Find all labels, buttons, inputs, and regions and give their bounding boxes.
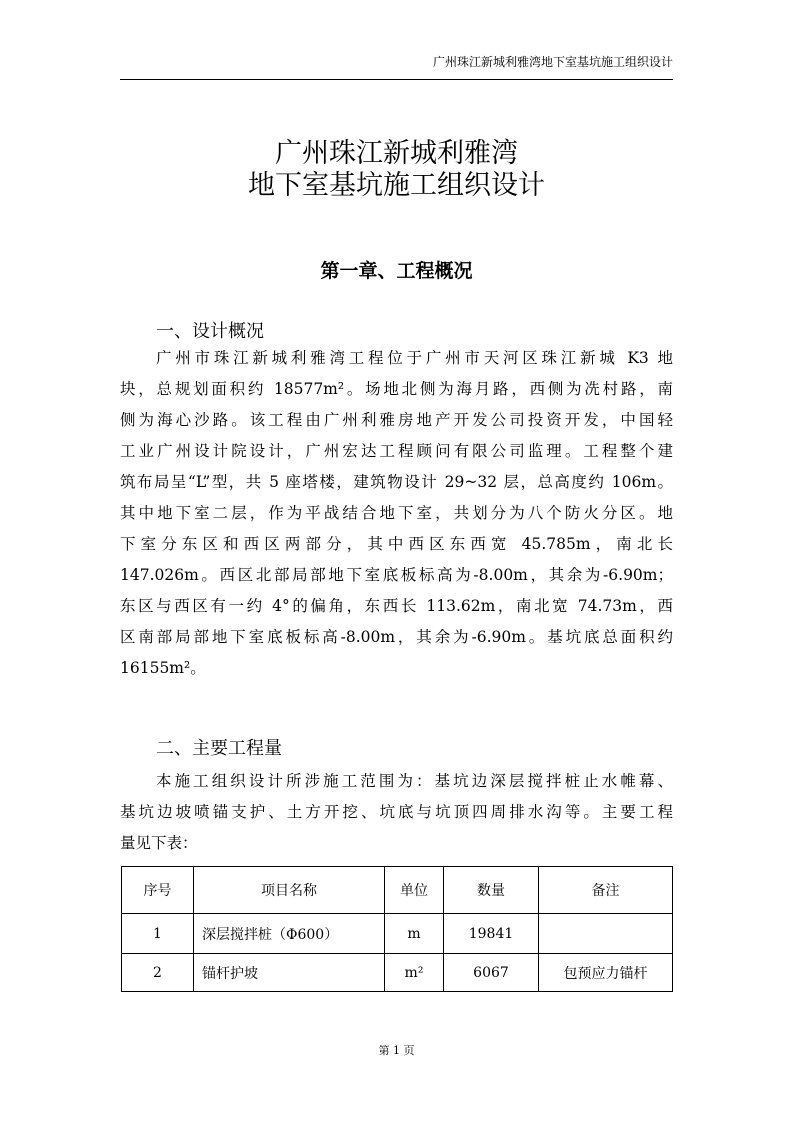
paragraph-line: 16155m²。 xyxy=(120,659,206,677)
chapter-heading: 第一章、工程概况 xyxy=(320,260,473,282)
paragraph-line: 量见下表： xyxy=(120,834,198,852)
cell-unit: m² xyxy=(385,954,444,992)
paragraph-line: 筑布局呈“L”型，共 5 座塔楼，建筑物设计 29~32 层，总高度约 106m。 xyxy=(120,473,673,491)
document-title-line-2: 地下室基坑施工组织设计 xyxy=(248,170,545,201)
running-header: 广州珠江新城利雅湾地下室基坑施工组织设计 xyxy=(432,55,673,69)
section-heading-1: 一、设计概况 xyxy=(156,321,264,342)
header-cell: 数量 xyxy=(444,867,539,914)
cell-index: 1 xyxy=(122,914,194,954)
paragraph-line: 东区与西区有一约 4°的偏角，东西长 113.62m，南北宽 74.73m，西 xyxy=(120,597,673,615)
table-row xyxy=(122,954,673,992)
section-2-paragraph xyxy=(120,766,673,859)
table-row xyxy=(122,914,673,954)
paragraph-line: 下室分东区和西区两部分，其中西区东西宽 45.785m，南北长 xyxy=(120,535,673,553)
paragraph-line: 区南部局部地下室底板标高-8.00m，其余为-6.90m。基坑底总面积约 xyxy=(120,628,673,646)
page-number: 第 1 页 xyxy=(378,1044,415,1057)
paragraph-line: 其中地下室二层，作为平战结合地下室，共划分为八个防火分区。地 xyxy=(120,504,673,522)
header-cell: 项目名称 xyxy=(194,867,385,914)
document-title-line-1: 广州珠江新城利雅湾 xyxy=(275,138,518,169)
paragraph-line: 基坑边坡喷锚支护、土方开挖、坑底与坑顶四周排水沟等。主要工程 xyxy=(120,803,673,821)
quantities-table xyxy=(121,866,673,992)
table-header-row xyxy=(122,867,673,914)
cell-item-name: 深层搅拌桩（Φ600） xyxy=(194,914,385,954)
header-divider xyxy=(120,79,673,80)
section-heading-2: 二、主要工程量 xyxy=(156,738,282,759)
paragraph-line: 工业广州设计院设计，广州宏达工程顾问有限公司监理。工程整个建 xyxy=(120,442,673,460)
cell-index: 2 xyxy=(122,954,194,992)
cell-remark xyxy=(539,914,673,954)
cell-quantity: 6067 xyxy=(444,954,539,992)
paragraph-line: 147.026m。西区北部局部地下室底板标高为-8.00m，其余为-6.90m； xyxy=(120,566,673,584)
cell-remark: 包预应力锚杆 xyxy=(539,954,673,992)
paragraph-line: 侧为海心沙路。该工程由广州利雅房地产开发公司投资开发，中国轻 xyxy=(120,411,673,429)
header-cell: 序号 xyxy=(122,867,194,914)
cell-quantity: 19841 xyxy=(444,914,539,954)
paragraph-line: 广州市珠江新城利雅湾工程位于广州市天河区珠江新城 K3 地 xyxy=(156,349,673,367)
header-cell: 备注 xyxy=(539,867,673,914)
cell-item-name: 锚杆护坡 xyxy=(194,954,385,992)
section-1-paragraph xyxy=(120,343,673,684)
paragraph-line: 块，总规划面积约 18577m²。场地北侧为海月路，西侧为冼村路，南 xyxy=(120,380,673,398)
paragraph-line: 本施工组织设计所涉施工范围为：基坑边深层搅拌桩止水帷幕、 xyxy=(156,772,673,790)
cell-unit: m xyxy=(385,914,444,954)
header-cell: 单位 xyxy=(385,867,444,914)
